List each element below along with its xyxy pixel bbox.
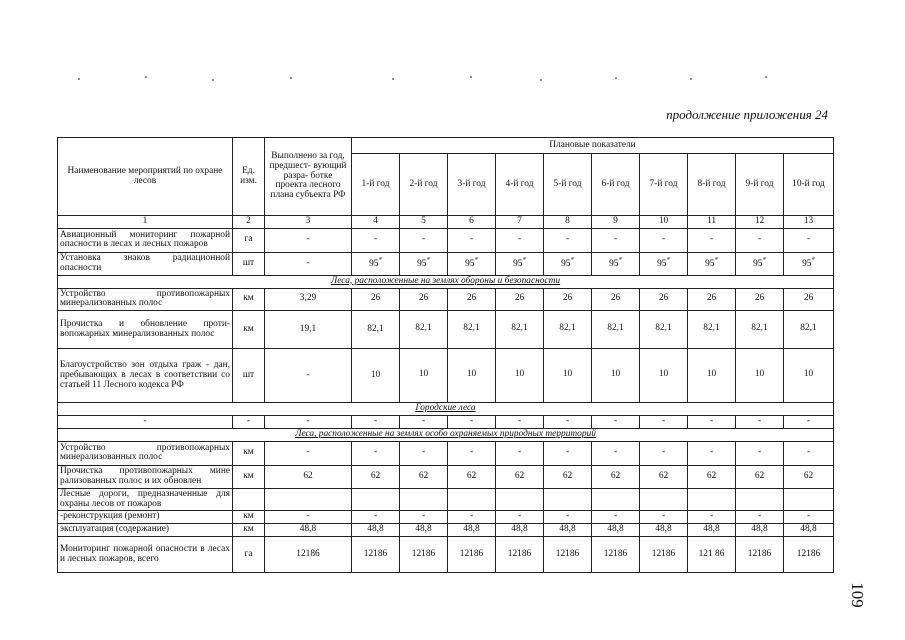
header-year-5: 5-й год (544, 154, 592, 216)
row-name: - (58, 416, 233, 429)
row-value: 62 (592, 465, 640, 488)
row-value: - (784, 511, 834, 524)
row-value: 10 (784, 349, 834, 403)
row-unit: га (233, 228, 265, 252)
scan-speck (212, 79, 214, 81)
table-row (58, 465, 834, 488)
row-value: 82,1 (640, 311, 688, 349)
row-value: 12186 (784, 537, 834, 573)
row-value: - (265, 416, 352, 429)
row-value: 62 (496, 465, 544, 488)
row-value: - (592, 441, 640, 465)
row-value: 62 (448, 465, 496, 488)
row-value: 26 (784, 288, 834, 311)
row-value: - (400, 441, 448, 465)
row-name: Благоустройство зон отдыха граж - дан, пребывающих в лесах в соответствии со статьей 11 Лесного кодекса РФ (58, 349, 233, 403)
row-value: 62 (400, 465, 448, 488)
row-value (352, 488, 400, 511)
row-value: 12186 (736, 537, 784, 573)
row-value: 82,1 (688, 311, 736, 349)
header-year-2: 2-й год (400, 154, 448, 216)
row-value: 12186 (448, 537, 496, 573)
header-year-6: 6-й год (592, 154, 640, 216)
scan-speck (470, 76, 472, 78)
row-value: 48,8 (736, 524, 784, 537)
row-value: 62 (688, 465, 736, 488)
row-value: 12186 (544, 537, 592, 573)
continuation-caption: продолжение приложения 24 (666, 107, 828, 122)
row-value: - (265, 349, 352, 403)
column-number: 2 (233, 216, 265, 229)
footnote-mark: * (666, 256, 670, 265)
scan-speck (78, 78, 80, 80)
row-value: - (688, 416, 736, 429)
footnote-mark: * (811, 256, 815, 265)
row-name: Устройство противопожарных минерализованных полос (58, 288, 233, 311)
row-value: - (265, 228, 352, 252)
row-value: 10 (688, 349, 736, 403)
row-value: - (640, 441, 688, 465)
row-value: 10 (496, 349, 544, 403)
row-value: - (496, 228, 544, 252)
row-value (592, 488, 640, 511)
row-value (265, 488, 352, 511)
header-unit: Ед. изм. (233, 138, 265, 216)
column-number: 10 (640, 216, 688, 229)
row-value (640, 488, 688, 511)
row-value: 95* (496, 252, 544, 275)
row-value: - (352, 511, 400, 524)
header-year-10: 10-й год (784, 154, 834, 216)
row-value: 10 (736, 349, 784, 403)
row-value: - (784, 416, 834, 429)
row-value: 12186 (352, 537, 400, 573)
row-name: Мониторинг пожарной опасности в лесах и лесных пожаров, всего (58, 537, 233, 573)
row-value: - (544, 441, 592, 465)
table-row (58, 488, 834, 511)
row-unit: шт (233, 252, 265, 275)
row-value: 12186 (496, 537, 544, 573)
row-value (688, 488, 736, 511)
row-value: - (265, 252, 352, 275)
table-row (58, 228, 834, 252)
row-value (496, 488, 544, 511)
row-value: 95* (640, 252, 688, 275)
row-value: - (400, 511, 448, 524)
row-value: 10 (592, 349, 640, 403)
row-value: 48,8 (688, 524, 736, 537)
header-year-7: 7-й год (640, 154, 688, 216)
row-value: 26 (688, 288, 736, 311)
row-unit (233, 488, 265, 511)
row-unit: км (233, 288, 265, 311)
row-value (400, 488, 448, 511)
row-value: - (448, 416, 496, 429)
row-value: 62 (352, 465, 400, 488)
row-name: -реконструкция (ремонт) (58, 511, 233, 524)
row-value: - (736, 416, 784, 429)
row-value: - (352, 441, 400, 465)
footnote-mark: * (618, 256, 622, 265)
row-value: - (736, 228, 784, 252)
row-value: - (688, 511, 736, 524)
row-unit: км (233, 511, 265, 524)
row-value: 82,1 (784, 311, 834, 349)
row-value: 95* (448, 252, 496, 275)
row-value: - (496, 416, 544, 429)
page-number: 109 (848, 582, 867, 608)
row-unit: км (233, 524, 265, 537)
row-value (448, 488, 496, 511)
row-name: эксплуатация (содержание) (58, 524, 233, 537)
footnote-mark: * (522, 256, 526, 265)
column-number: 6 (448, 216, 496, 229)
row-value: 3,29 (265, 288, 352, 311)
row-name: Прочистка и обновление проти- вопожарных минерализованных полос (58, 311, 233, 349)
row-value: - (496, 511, 544, 524)
row-value: 95* (592, 252, 640, 275)
row-name: Устройство противопожарных минерализованных полос (58, 441, 233, 465)
row-value: 26 (640, 288, 688, 311)
header-year-8: 8-й год (688, 154, 736, 216)
row-value: 82,1 (448, 311, 496, 349)
row-unit: км (233, 311, 265, 349)
row-unit: км (233, 441, 265, 465)
row-value: 26 (496, 288, 544, 311)
footnote-mark: * (474, 256, 478, 265)
table-row (58, 416, 834, 429)
section-title: Городские леса (58, 403, 834, 416)
row-value: - (640, 228, 688, 252)
row-value: 12186 (400, 537, 448, 573)
row-value (544, 488, 592, 511)
row-unit: га (233, 537, 265, 573)
column-number: 3 (265, 216, 352, 229)
footnote-mark: * (426, 256, 430, 265)
row-value: 95* (400, 252, 448, 275)
table-row (58, 511, 834, 524)
row-value: - (784, 228, 834, 252)
row-name: Лесные дороги, предназначенные для охраны лесов от пожаров (58, 488, 233, 511)
column-number: 8 (544, 216, 592, 229)
row-value: 48,8 (265, 524, 352, 537)
row-value: 12186 (265, 537, 352, 573)
row-value: 48,8 (640, 524, 688, 537)
row-value: 10 (448, 349, 496, 403)
row-value: 95* (352, 252, 400, 275)
table-row (58, 524, 834, 537)
row-value: 48,8 (592, 524, 640, 537)
row-unit: км (233, 465, 265, 488)
header-year-4: 4-й год (496, 154, 544, 216)
row-value: 12186 (592, 537, 640, 573)
header-year-9: 9-й год (736, 154, 784, 216)
row-value: 82,1 (496, 311, 544, 349)
row-name: Установка знаков радиационной опасности (58, 252, 233, 275)
column-number: 12 (736, 216, 784, 229)
table-row (58, 311, 834, 349)
row-unit: - (233, 416, 265, 429)
row-value: 12186 (640, 537, 688, 573)
row-name: Авиационный мониторинг пожарной опасности в лесах и лесных пожаров (58, 228, 233, 252)
row-value: - (265, 441, 352, 465)
row-value: - (544, 511, 592, 524)
row-value: - (544, 416, 592, 429)
row-value: 10 (352, 349, 400, 403)
row-value: 48,8 (448, 524, 496, 537)
row-value: - (400, 228, 448, 252)
header-year-3: 3-й год (448, 154, 496, 216)
scan-speck (392, 78, 394, 80)
row-value: 48,8 (784, 524, 834, 537)
row-value: 10 (544, 349, 592, 403)
row-value: - (592, 511, 640, 524)
row-value: 10 (640, 349, 688, 403)
row-value: - (544, 228, 592, 252)
footnote-mark: * (762, 256, 766, 265)
row-value: - (352, 228, 400, 252)
row-value: 82,1 (736, 311, 784, 349)
row-value: 62 (544, 465, 592, 488)
row-value: 26 (736, 288, 784, 311)
row-value: - (736, 511, 784, 524)
row-value: 10 (400, 349, 448, 403)
row-value: 26 (352, 288, 400, 311)
column-number: 1 (58, 216, 233, 229)
scan-speck (290, 77, 292, 79)
row-value: 95* (784, 252, 834, 275)
row-value: 48,8 (400, 524, 448, 537)
row-value: 82,1 (592, 311, 640, 349)
scan-speck (615, 77, 617, 79)
row-unit: шт (233, 349, 265, 403)
row-value: - (640, 511, 688, 524)
row-value (784, 488, 834, 511)
row-value: 48,8 (544, 524, 592, 537)
header-plan: Плановые показатели (352, 138, 834, 154)
section-title: Леса, расположенные на землях особо охраняемых природных территорий (58, 429, 834, 442)
row-value: - (496, 441, 544, 465)
table-row (58, 441, 834, 465)
table-row (58, 252, 834, 275)
row-value: 95* (736, 252, 784, 275)
column-number: 13 (784, 216, 834, 229)
scan-speck (765, 76, 767, 78)
row-name: Прочистка противопожарных мине рализованных полос и их обновлен (58, 465, 233, 488)
row-value: - (736, 441, 784, 465)
row-value: 82,1 (400, 311, 448, 349)
row-value: 121 86 (688, 537, 736, 573)
row-value: 62 (640, 465, 688, 488)
footnote-mark: * (714, 256, 718, 265)
row-value: 48,8 (496, 524, 544, 537)
row-value: 26 (400, 288, 448, 311)
scan-speck (690, 78, 692, 80)
row-value: 95* (544, 252, 592, 275)
table-row (58, 288, 834, 311)
header-year-1: 1-й год (352, 154, 400, 216)
row-value: 48,8 (352, 524, 400, 537)
forest-protection-table (57, 137, 834, 573)
column-number: 7 (496, 216, 544, 229)
row-value (736, 488, 784, 511)
table-row (58, 537, 834, 573)
row-value: - (592, 416, 640, 429)
row-value: - (448, 228, 496, 252)
row-value: 26 (448, 288, 496, 311)
row-value: 62 (265, 465, 352, 488)
scan-speck (540, 79, 542, 81)
row-value: - (448, 511, 496, 524)
column-number: 4 (352, 216, 400, 229)
row-value: 26 (592, 288, 640, 311)
row-value: 95* (688, 252, 736, 275)
header-done: Выполнено за год, предшест- вующий разра- ботке проекта лесного плана субъекта РФ (265, 138, 352, 216)
row-value: - (784, 441, 834, 465)
column-number: 5 (400, 216, 448, 229)
row-value: - (688, 441, 736, 465)
row-value: 82,1 (352, 311, 400, 349)
header-name: Наименование мероприятий по охране лесов (58, 138, 233, 216)
scan-speck (145, 76, 147, 78)
row-value: - (592, 228, 640, 252)
row-value: 26 (544, 288, 592, 311)
row-value: 19,1 (265, 311, 352, 349)
footnote-mark: * (378, 256, 382, 265)
row-value: - (265, 511, 352, 524)
footnote-mark: * (570, 256, 574, 265)
column-number: 11 (688, 216, 736, 229)
column-number: 9 (592, 216, 640, 229)
row-value: 82,1 (544, 311, 592, 349)
table-row (58, 349, 834, 403)
row-value: - (640, 416, 688, 429)
row-value: 62 (784, 465, 834, 488)
row-value: - (352, 416, 400, 429)
section-title: Леса, расположенные на землях обороны и безопасности (58, 275, 834, 288)
row-value: - (448, 441, 496, 465)
row-value: - (688, 228, 736, 252)
row-value: 62 (736, 465, 784, 488)
row-value: - (400, 416, 448, 429)
